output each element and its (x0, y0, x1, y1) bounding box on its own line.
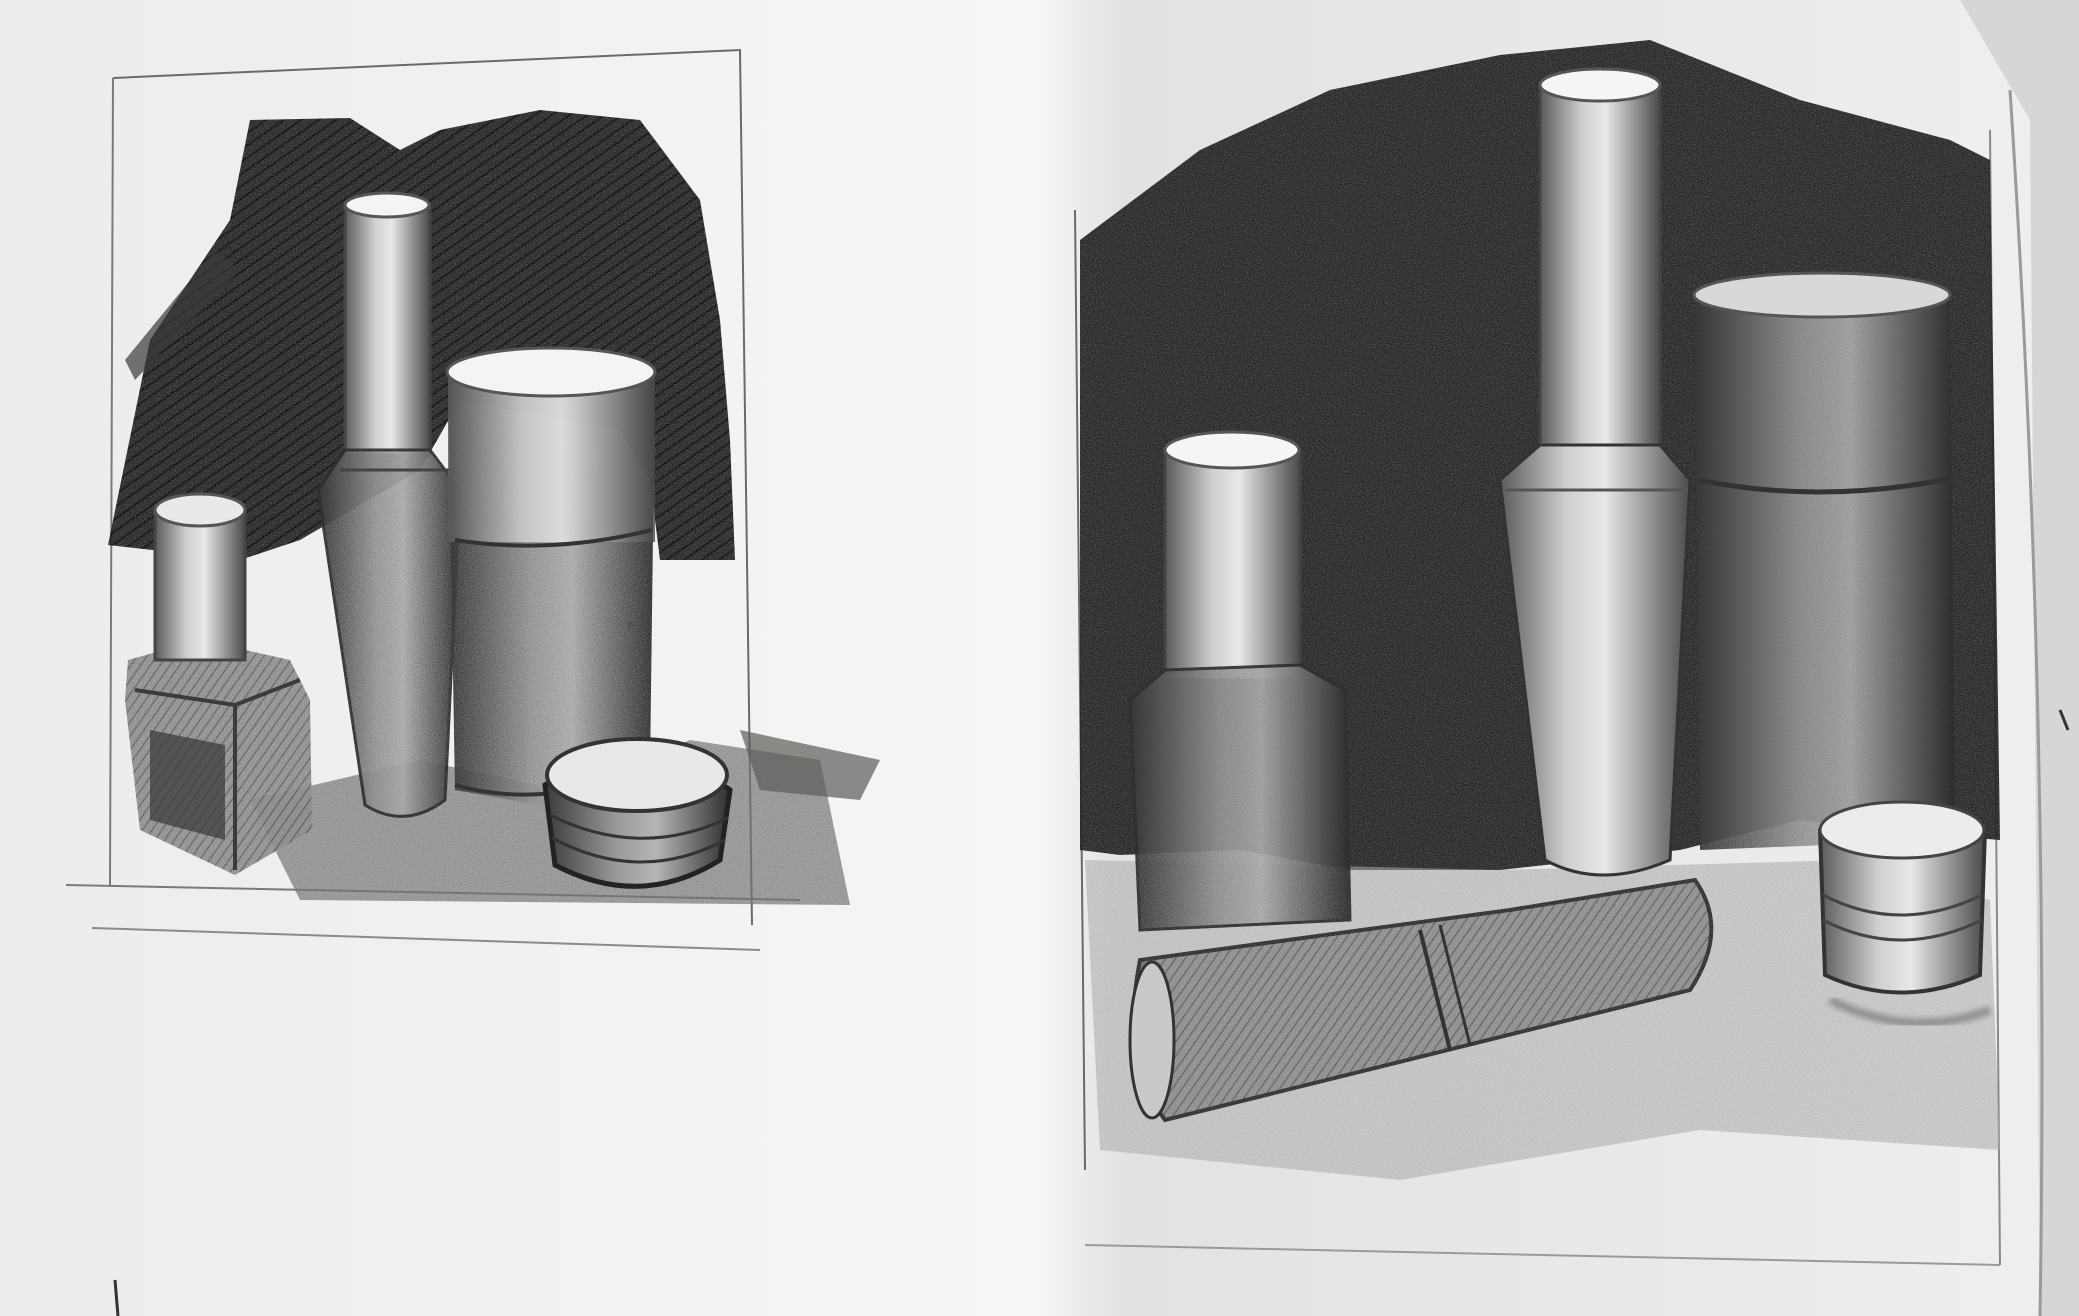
left-flat-tin (545, 739, 730, 886)
right-jar (1694, 273, 1955, 850)
right-sketch (1075, 40, 2000, 1265)
left-jar (447, 348, 655, 805)
